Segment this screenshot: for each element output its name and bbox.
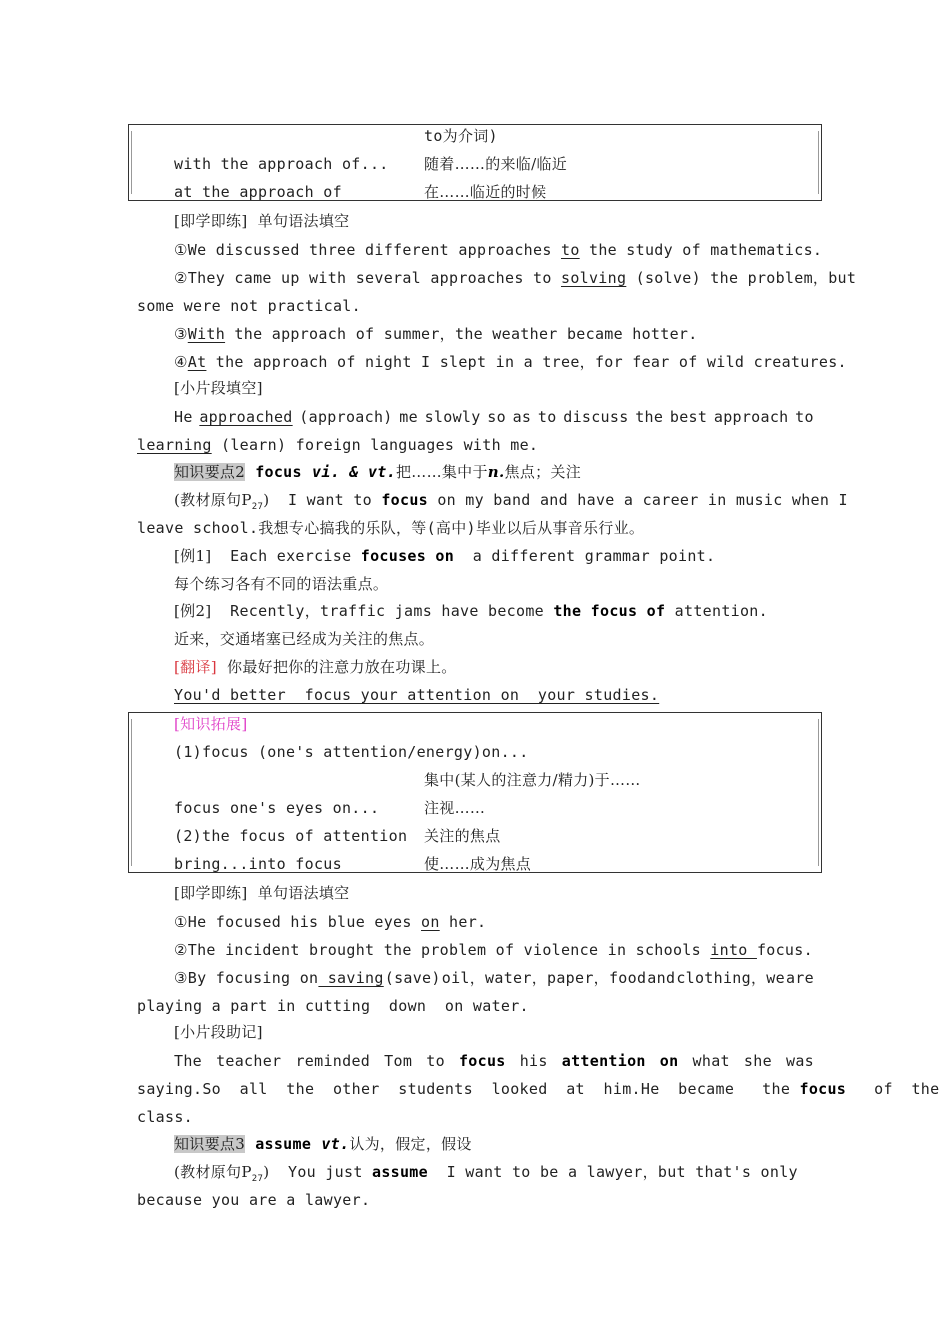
- answer-blank: solving: [560, 269, 627, 287]
- practice-heading: [即学即练] 单句语法填空: [174, 884, 350, 902]
- box2-meaning: 使……成为焦点: [424, 855, 532, 873]
- answer-blank: to: [560, 241, 580, 259]
- box2-phrase: (1)focus (one's attention/energy)on...: [174, 743, 529, 761]
- box1-note: to为介词): [424, 127, 498, 145]
- box2-meaning: 关注的焦点: [424, 827, 501, 845]
- translate-answer: You'd better focus your attention on your studies.: [174, 686, 660, 704]
- fragment-line: The teacher reminded Tom to focus his attention on what she was: [174, 1052, 814, 1070]
- box2-meaning: 集中(某人的注意力/精力)于……: [424, 771, 641, 789]
- expansion-title: [知识拓展]: [174, 715, 248, 733]
- example-translation: 近来，交通堵塞已经成为关注的焦点。: [174, 630, 435, 648]
- box1-phrase: with the approach of...: [174, 155, 389, 173]
- answer-blank: into: [710, 941, 757, 959]
- fragment-line: class.: [137, 1108, 193, 1126]
- box1-meaning: 在……临近的时候: [424, 183, 547, 201]
- fragment-heading: [小片段助记]: [174, 1023, 263, 1041]
- fragment-line: learning (learn) foreign languages with me.: [137, 436, 539, 454]
- practice-sentence: ③By focusing on saving (save) oil，water，paper，food and clothing，we are: [174, 969, 814, 987]
- example-translation: 每个练习各有不同的语法重点。: [174, 575, 389, 593]
- translate-task: [翻译] 你最好把你的注意力放在功课上。: [174, 658, 457, 676]
- knowledge-point-heading: 知识要点3 assume vt.认为，假定，假设: [174, 1135, 472, 1153]
- practice-sentence: ②The incident brought the problem of violence in schools into focus.: [174, 941, 813, 959]
- knowledge-expansion-box: [128, 712, 822, 873]
- practice-sentence: ①He focused his blue eyes on her.: [174, 913, 487, 931]
- practice-sentence-cont: some were not practical.: [137, 297, 361, 315]
- example-sentence: [例1] Each exercise focuses on a different grammar point.: [174, 547, 716, 565]
- box1-phrase: at the approach of: [174, 183, 342, 201]
- knowledge-point-label: 知识要点2: [174, 463, 246, 481]
- practice-sentence: ④At the approach of night I slept in a tree，for fear of wild creatures.: [174, 353, 847, 371]
- practice-sentence-cont: playing a part in cutting down on water.: [137, 997, 529, 1015]
- fragment-heading: [小片段填空]: [174, 379, 263, 397]
- box2-phrase: focus one's eyes on...: [174, 799, 380, 817]
- box1-meaning: 随着……的来临/临近: [424, 155, 568, 173]
- fragment-line: He approached (approach) me slowly so as to discuss the best approach to: [174, 408, 814, 426]
- translate-label: [翻译]: [174, 658, 217, 676]
- example-sentence: [例2] Recently，traffic jams have become the focus of attention.: [174, 602, 768, 620]
- practice-sentence: ①We discussed three different approaches to the study of mathematics.: [174, 241, 823, 259]
- practice-sentence: ②They came up with several approaches to solving (solve) the problem，but: [174, 269, 857, 287]
- textbook-sentence-cont: because you are a lawyer.: [137, 1191, 371, 1209]
- textbook-sentence-cont: leave school.我想专心搞我的乐队，等(高中)毕业以后从事音乐行业。: [137, 519, 645, 537]
- box2-meaning: 注视……: [424, 799, 486, 817]
- answer-blank: With: [187, 325, 226, 343]
- practice-heading: [即学即练] 单句语法填空: [174, 212, 350, 230]
- knowledge-point-heading: 知识要点2 focus vi. & vt.把……集中于n.焦点；关注: [174, 463, 582, 481]
- box2-phrase: bring...into focus: [174, 855, 342, 873]
- box2-phrase: (2)the focus of attention: [174, 827, 408, 845]
- textbook-sentence: (教材原句$P_{27}$) I want to focus on my band and have a career in music when I: [174, 491, 848, 512]
- answer-blank: approached: [199, 408, 293, 426]
- practice-sentence: ③With the approach of summer，the weather became hotter.: [174, 325, 698, 343]
- answer-blank: on: [421, 913, 440, 931]
- textbook-sentence: (教材原句$P_{27}$) You just assume I want to be a lawyer，but that's only: [174, 1163, 798, 1184]
- knowledge-point-label: 知识要点3: [174, 1135, 246, 1153]
- answer-blank: At: [187, 353, 207, 371]
- fragment-line: saying.So all the other students looked at him.He became the focus of the: [137, 1080, 940, 1098]
- answer-blank: saving: [318, 969, 384, 987]
- answer-blank: learning: [137, 436, 212, 454]
